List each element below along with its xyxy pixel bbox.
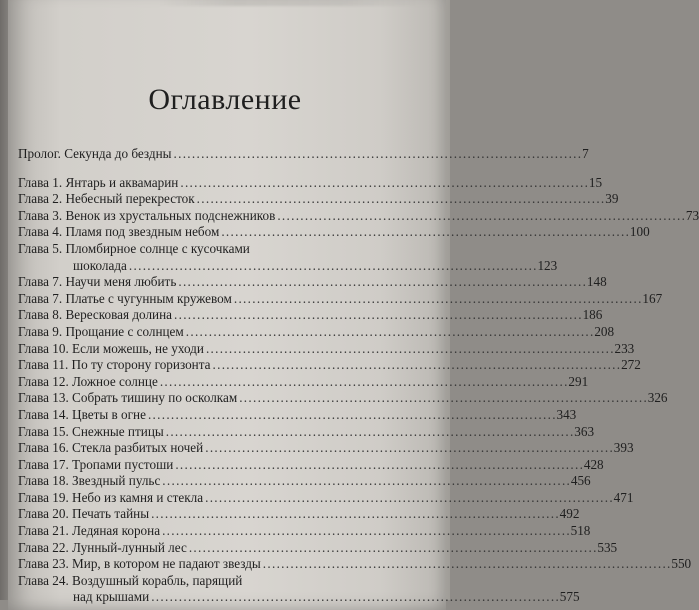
toc-page-number: 148 (586, 274, 607, 290)
leader-dots (174, 146, 581, 163)
toc-entry-label: Глава 3. Венок из хрустальных подснежников (18, 207, 276, 223)
toc-page-number: 326 (647, 390, 668, 406)
leader-dots (151, 589, 558, 606)
toc-entry-label: Глава 22. Лунный-лунный лес (18, 539, 187, 555)
toc-entry-label-continuation: шоколада (73, 257, 127, 273)
toc-page-number: 233 (614, 340, 635, 356)
toc-entry (18, 440, 634, 457)
toc-entry (18, 390, 668, 407)
toc-page-number: 535 (597, 539, 618, 555)
leader-dots (178, 274, 585, 291)
toc-page-number: 363 (574, 423, 595, 439)
toc-entry-label: Глава 21. Ледяная корона (18, 523, 161, 539)
show-through-text (158, 0, 418, 6)
toc-page-number: 575 (559, 589, 580, 605)
leader-dots (151, 506, 558, 523)
toc-page-number: 272 (621, 357, 641, 373)
toc-entry (18, 572, 580, 606)
toc-entry (18, 207, 699, 225)
toc-entry-label: Глава 11. По ту сторону горизонта (18, 357, 211, 373)
toc-page-number: 123 (537, 257, 558, 273)
toc-entry (18, 340, 635, 358)
toc-page-number: 100 (629, 224, 650, 240)
toc-entry (18, 373, 589, 391)
toc-entry-label: Глава 19. Небо из камня и стекла (18, 489, 204, 505)
leader-dots (263, 556, 670, 573)
leader-dots (148, 407, 555, 424)
toc-entry (18, 556, 692, 573)
toc-entry (18, 323, 615, 341)
toc-entry-label: Глава 14. Цветы в огне (18, 406, 146, 422)
leader-dots (174, 307, 581, 324)
toc-entry (18, 406, 577, 424)
toc-entry-label: Глава 9. Прощание с солнцем (18, 323, 184, 339)
leader-dots (162, 473, 569, 490)
leader-dots (129, 258, 536, 275)
toc-entry (18, 523, 591, 540)
toc-entry-label: Глава 5. Пломбирное солнце с кусочками (18, 240, 250, 256)
toc-entry-label: Глава 7. Научи меня любить (18, 274, 177, 290)
toc-page-number: 291 (568, 373, 589, 389)
toc-entry-label: Пролог. Секунда до бездны (18, 146, 172, 161)
toc-entry (18, 274, 607, 291)
toc-entry-label: Глава 1. Янтарь и аквамарин (18, 174, 179, 190)
toc-entry-label: Глава 2. Небесный перекресток (18, 191, 195, 207)
leader-dots (239, 390, 646, 407)
toc-entry-label: Глава 17. Тропами пустоши (18, 456, 174, 472)
leader-dots (175, 457, 582, 474)
toc-entry (18, 224, 650, 241)
leader-dots (205, 440, 612, 457)
toc-page-number: 456 (570, 473, 591, 489)
toc-entry (18, 456, 604, 474)
page-title: Оглавление (148, 83, 302, 116)
leader-dots (166, 424, 573, 441)
leader-dots (197, 191, 604, 208)
toc-entry-label: Глава 16. Стекла разбитых ночей (18, 440, 204, 456)
toc-page-number: 7 (582, 146, 589, 161)
toc-entry (18, 174, 603, 192)
leader-dots (234, 291, 641, 308)
toc-entry-label: Глава 7. Платье с чугунным кружевом (18, 290, 232, 306)
toc-page-number: 550 (671, 556, 692, 572)
leader-dots (206, 341, 613, 358)
toc-entry (18, 506, 580, 523)
table-of-contents (18, 146, 699, 606)
toc-page-number: 428 (583, 456, 604, 472)
toc-entry (18, 473, 591, 490)
toc-entry (18, 539, 618, 557)
toc-entry-label: Глава 23. Мир, в котором не падают звезды (18, 556, 261, 572)
toc-page-number: 393 (613, 440, 634, 456)
leader-dots (160, 374, 567, 391)
toc-page-number: 518 (570, 523, 591, 539)
toc-entry-label: Глава 20. Печать тайны (18, 506, 150, 522)
leader-dots (162, 523, 569, 540)
toc-entry-prologue (18, 146, 589, 163)
toc-entry-label-continuation: над крышами (73, 589, 150, 605)
toc-entry-label: Глава 24. Воздушный корабль, парящий (18, 572, 243, 588)
toc-entry (18, 290, 663, 308)
leader-dots (213, 357, 620, 374)
toc-entry-label: Глава 12. Ложное солнце (18, 373, 158, 389)
toc-page-number: 471 (613, 489, 634, 505)
toc-page-number: 208 (594, 323, 615, 339)
leader-dots (186, 324, 593, 341)
toc-entry-label: Глава 15. Снежные птицы (18, 423, 164, 439)
leader-dots (205, 490, 612, 507)
toc-page-number: 167 (642, 290, 663, 306)
toc-page-number: 343 (556, 406, 577, 422)
toc-entry (18, 191, 619, 208)
toc-entry-label: Глава 18. Звездный пульс (18, 473, 161, 489)
toc-entry (18, 307, 603, 324)
leader-dots (189, 540, 596, 557)
section-gap (18, 163, 390, 175)
leader-dots (221, 224, 628, 241)
toc-entry (18, 240, 558, 274)
toc-entry (18, 489, 634, 507)
toc-entry (18, 423, 595, 441)
toc-page-number: 492 (559, 506, 580, 522)
toc-entry-label: Глава 8. Вересковая долина (18, 307, 173, 323)
leader-dots (277, 208, 684, 225)
leader-dots (180, 175, 587, 192)
toc-entry-label: Глава 4. Пламя под звездным небом (18, 224, 220, 240)
toc-entry-label: Глава 13. Собрать тишину по осколкам (18, 390, 238, 406)
toc-page-number: 39 (605, 191, 619, 207)
toc-entry-label: Глава 10. Если можешь, не уходи (18, 340, 204, 356)
toc-entry (18, 357, 641, 374)
toc-page-number: 186 (582, 307, 603, 323)
toc-page-number: 73 (685, 207, 699, 223)
toc-page-number: 15 (588, 174, 603, 190)
